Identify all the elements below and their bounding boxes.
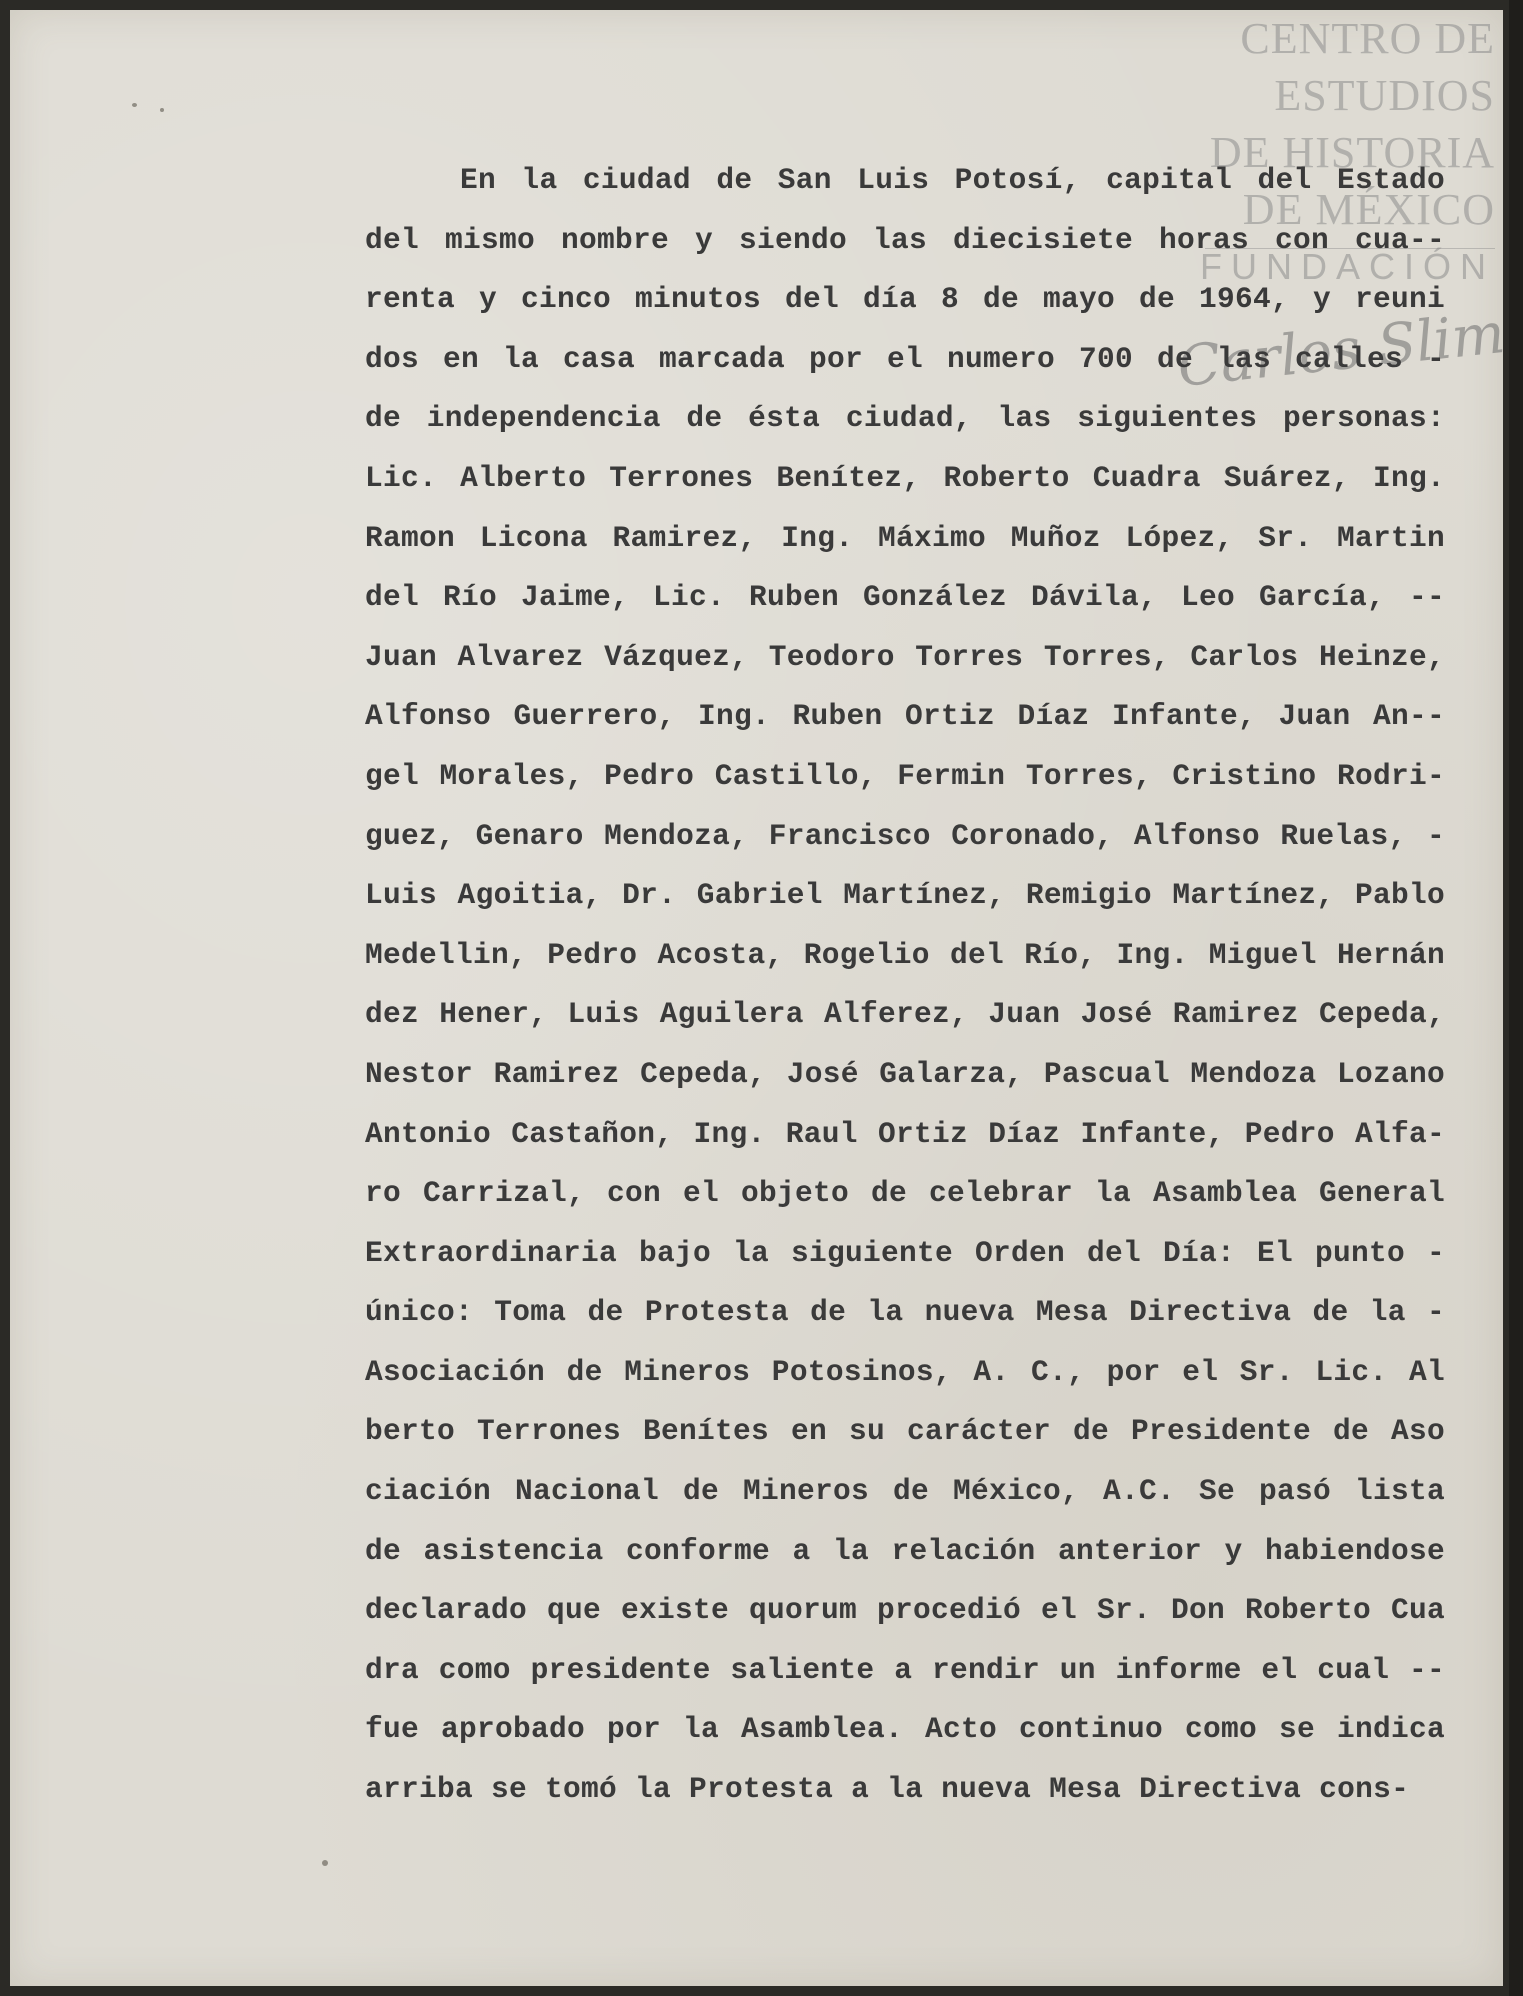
text-line: arriba se tomó la Protesta a la nueva Mesa Directiva cons- xyxy=(365,1772,1410,1807)
paper-speck xyxy=(322,1860,328,1866)
text-line: En la ciudad de San Luis Potosí, capital del Estado xyxy=(460,163,1445,197)
text-line: Luis Agoitia, Dr. Gabriel Martínez, Remigio Martínez, Pablo xyxy=(365,878,1445,913)
text-line: guez, Genaro Mendoza, Francisco Coronado, Alfonso Ruelas, - xyxy=(365,818,1445,853)
text-line: Extraordinaria bajo la siguiente Orden del Día: El punto - xyxy=(365,1235,1445,1270)
text-line: Asociación de Mineros Potosinos, A. C., por el Sr. Lic. Al xyxy=(365,1354,1445,1389)
watermark-line: FUNDACIÓN xyxy=(1200,246,1495,287)
document-text xyxy=(365,151,1445,1820)
text-line: del mismo nombre y siendo las diecisiete horas con cua-- xyxy=(365,222,1445,257)
text-line: del Río Jaime, Lic. Ruben González Dávila, Leo García, -- xyxy=(365,580,1445,615)
text-line: dra como presidente saliente a rendir un informe el cual -- xyxy=(365,1652,1445,1687)
text-line: Nestor Ramirez Cepeda, José Galarza, Pascual Mendoza Lozano xyxy=(365,1056,1445,1091)
paper-speck xyxy=(160,108,164,112)
text-line: ro Carrizal, con el objeto de celebrar la Asamblea General xyxy=(365,1176,1445,1211)
watermark-line: ESTUDIOS xyxy=(1274,71,1495,120)
text-line: Lic. Alberto Terrones Benítez, Roberto Cuadra Suárez, Ing. xyxy=(365,460,1445,495)
text-line: Antonio Castañon, Ing. Raul Ortiz Díaz Infante, Pedro Alfa- xyxy=(365,1116,1445,1151)
text-line: fue aprobado por la Asamblea. Acto continuo como se indica xyxy=(365,1712,1445,1747)
text-line: ciación Nacional de Mineros de México, A.C. Se pasó lista xyxy=(365,1474,1445,1509)
text-line: dos en la casa marcada por el numero 700 de las calles - xyxy=(365,341,1445,376)
scan-edge xyxy=(1509,0,1523,1996)
watermark-line: DE HISTORIA xyxy=(1209,128,1495,177)
text-line: Ramon Licona Ramirez, Ing. Máximo Muñoz López, Sr. Martin xyxy=(365,520,1445,555)
watermark-line: CENTRO DE xyxy=(1240,14,1495,63)
text-line: Medellin, Pedro Acosta, Rogelio del Río, Ing. Miguel Hernán xyxy=(365,937,1445,972)
paper-speck xyxy=(132,103,137,107)
text-line: gel Morales, Pedro Castillo, Fermin Torres, Cristino Rodri- xyxy=(365,758,1445,793)
text-line: declarado que existe quorum procedió el Sr. Don Roberto Cua xyxy=(365,1593,1445,1628)
text-line: Alfonso Guerrero, Ing. Ruben Ortiz Díaz Infante, Juan An-- xyxy=(365,699,1445,734)
watermark-signature: Carlos Slim xyxy=(1174,301,1508,400)
text-line: único: Toma de Protesta de la nueva Mesa Directiva de la - xyxy=(365,1295,1445,1330)
text-line: de independencia de ésta ciudad, las siguientes personas: xyxy=(365,401,1445,436)
text-line: de asistencia conforme a la relación anterior y habiendose xyxy=(365,1533,1445,1568)
watermark-line: DE MÉXICO xyxy=(1242,185,1495,234)
text-line: Juan Alvarez Vázquez, Teodoro Torres Torres, Carlos Heinze, xyxy=(365,639,1445,674)
text-line: dez Hener, Luis Aguilera Alferez, Juan José Ramirez Cepeda, xyxy=(365,997,1445,1032)
text-line: renta y cinco minutos del día 8 de mayo de 1964, y reuni xyxy=(365,282,1445,317)
text-line: berto Terrones Benítes en su carácter de Presidente de Aso xyxy=(365,1414,1445,1449)
